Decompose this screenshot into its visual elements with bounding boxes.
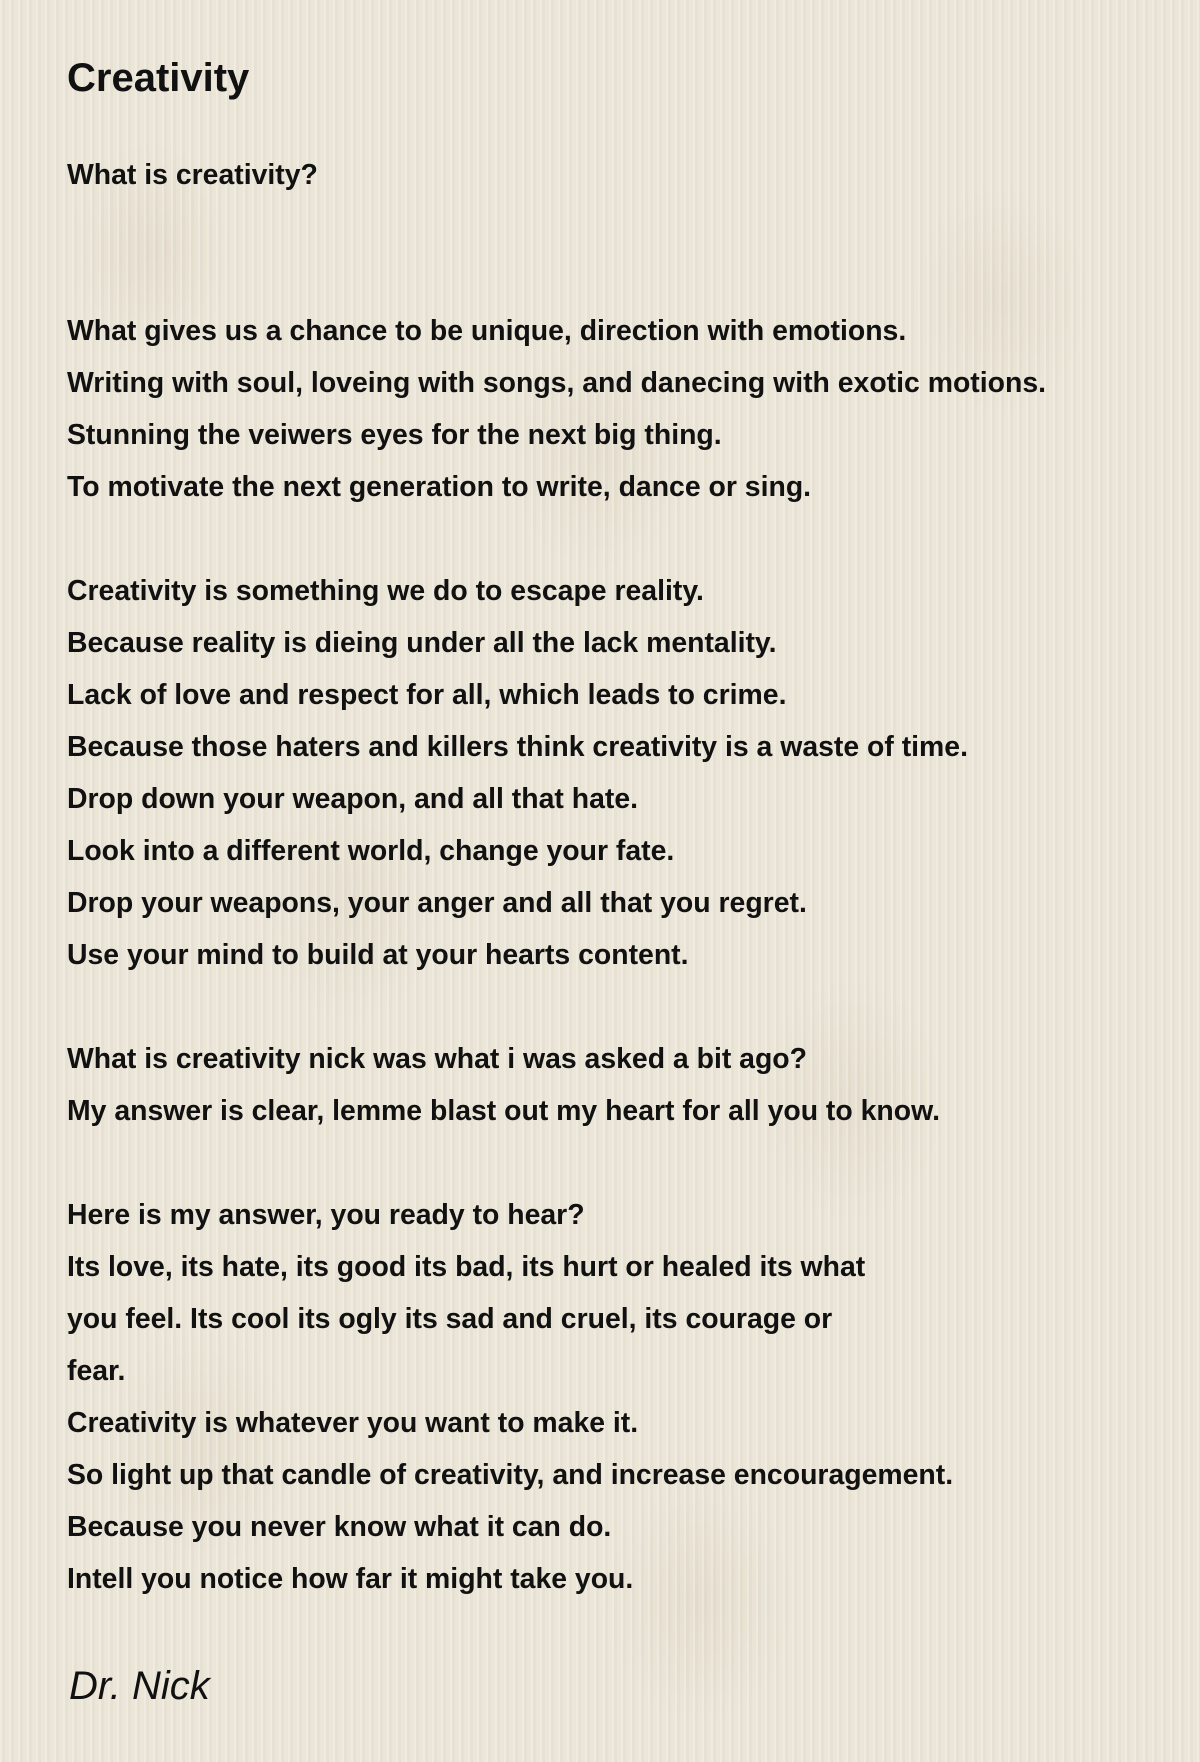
poem-line: Lack of love and respect for all, which leads to crime.: [67, 679, 787, 711]
poem-line: Because those haters and killers think creativity is a waste of time.: [67, 731, 968, 763]
poem-line: So light up that candle of creativity, and increase encouragement.: [67, 1459, 954, 1491]
stanza-4: [67, 1033, 1192, 1137]
poem-line: you feel. Its cool its ogly its sad and cruel, its courage or: [67, 1303, 833, 1335]
poem-line: Use your mind to build at your hearts content.: [67, 939, 689, 971]
poem-line: Its love, its hate, its good its bad, its hurt or healed its what: [67, 1251, 866, 1283]
poem-line: Here is my answer, you ready to hear?: [67, 1199, 585, 1231]
poem-line: Look into a different world, change your fate.: [67, 835, 675, 867]
stanza-2: [67, 305, 1192, 513]
stanza-3: [67, 565, 1192, 981]
poem-line: Creativity is something we do to escape reality.: [67, 575, 704, 607]
poem-line: Because reality is dieing under all the lack mentality.: [67, 627, 777, 659]
stanza-5: [67, 1189, 1192, 1605]
poem-line: What is creativity?: [67, 159, 318, 191]
poem-line: fear.: [67, 1355, 126, 1387]
poem-body: [67, 149, 1192, 1605]
poem-line: Drop your weapons, your anger and all that you regret.: [67, 887, 807, 919]
poem-line: Creativity is whatever you want to make it.: [67, 1407, 639, 1439]
stanza-break: [67, 201, 1192, 305]
poem-title: Creativity: [67, 56, 250, 100]
poem-line: Because you never know what it can do.: [67, 1511, 612, 1543]
poem-line: To motivate the next generation to write, dance or sing.: [67, 471, 812, 503]
poem-line: Stunning the veiwers eyes for the next big thing.: [67, 419, 722, 451]
poem-line: Drop down your weapon, and all that hate.: [67, 783, 639, 815]
stanza-1: [67, 149, 1192, 201]
poem-line: My answer is clear, lemme blast out my heart for all you to know.: [67, 1095, 941, 1127]
poem-line: What is creativity nick was what i was asked a bit ago?: [67, 1043, 807, 1075]
poem-line: Writing with soul, loveing with songs, and danecing with exotic motions.: [67, 367, 1046, 399]
poem-author: Dr. Nick: [69, 1664, 210, 1708]
stanza-break: [67, 513, 1192, 565]
stanza-break: [67, 1137, 1192, 1189]
stanza-break: [67, 981, 1192, 1033]
poem-line: What gives us a chance to be unique, direction with emotions.: [67, 315, 907, 347]
poem-line: Intell you notice how far it might take you.: [67, 1563, 634, 1595]
